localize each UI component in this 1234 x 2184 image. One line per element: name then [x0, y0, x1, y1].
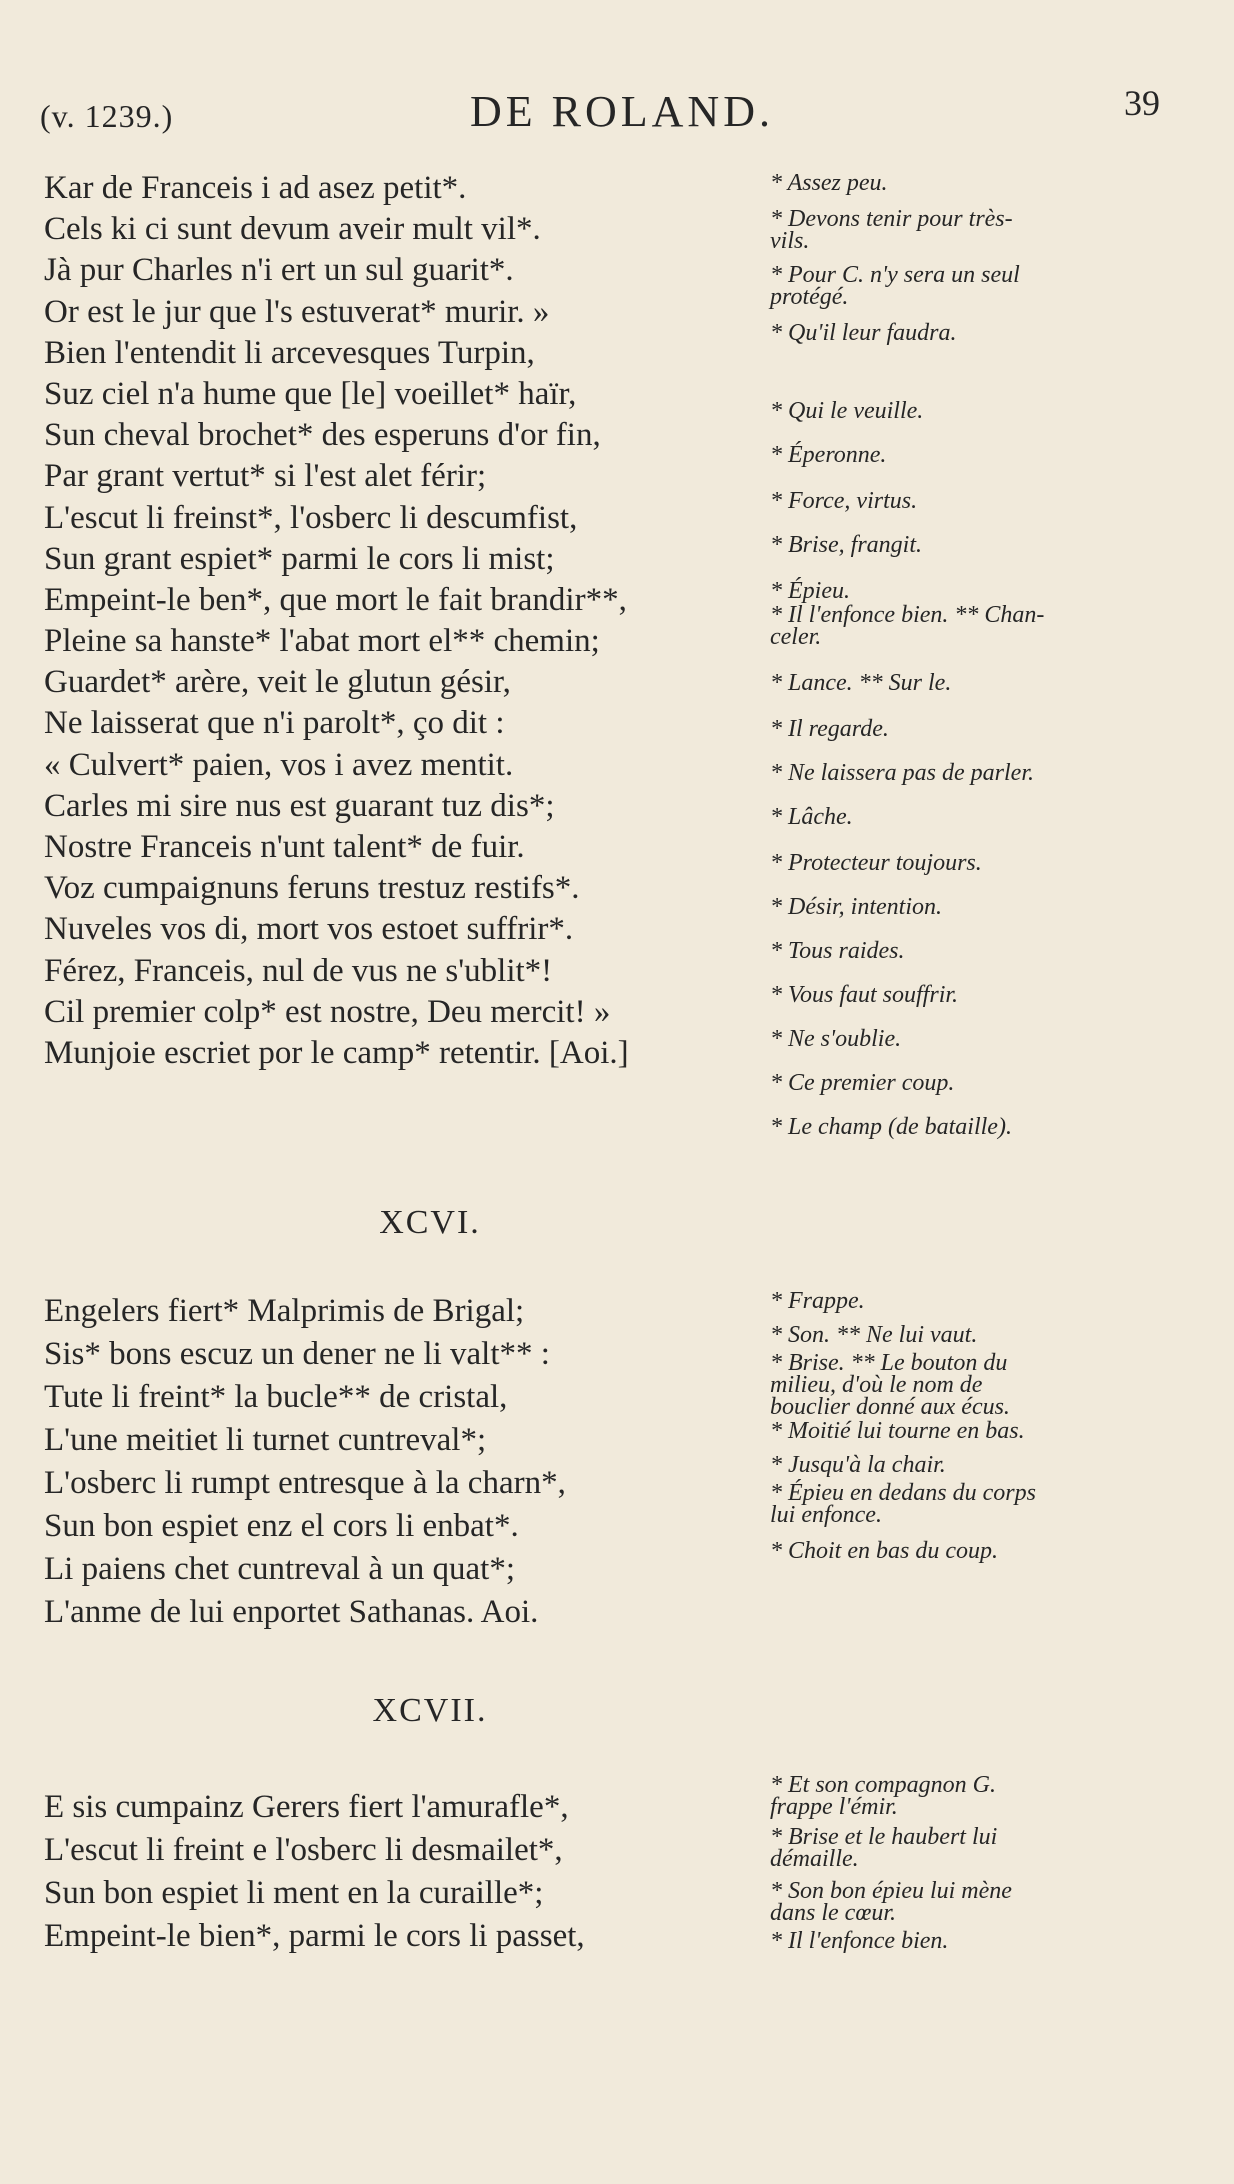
verse-line: Cels ki ci sunt devum aveir mult vil*. [44, 211, 541, 248]
verse-line: Voz cumpaignuns feruns trestuz restifs*. [44, 870, 580, 907]
gloss-note: * Il l'enfonce bien. ** Chan- celer. [770, 602, 1045, 650]
verse-line: E sis cumpainz Gerers fiert l'amurafle*, [44, 1789, 569, 1825]
verse-line: Tute li freint* la bucle** de cristal, [44, 1379, 508, 1415]
gloss-note: * Lâche. [770, 804, 853, 830]
verse-line: Férez, Franceis, nul de vus ne s'ublit*! [44, 952, 553, 989]
running-header [40, 82, 1160, 142]
gloss-note: * Assez peu. [770, 170, 888, 196]
verse-line: Sun bon espiet li ment en la curaille*; [44, 1875, 544, 1911]
page-number: 39 [1124, 83, 1160, 123]
gloss-note: * Lance. ** Sur le. [770, 670, 952, 696]
verse-column [44, 1290, 744, 1634]
verse-line: Ne laisserat que n'i parolt*, ço dit : [44, 705, 505, 742]
gloss-note: * Brise et le haubert lui démaille. [770, 1824, 998, 1872]
verse-line: L'escut li freinst*, l'osberc li descumfist, [44, 499, 578, 536]
verse-line: Suz ciel n'a hume que [le] voeillet* haïr, [44, 375, 577, 412]
gloss-note: * Brise, frangit. [770, 532, 923, 558]
verse-line: Sun cheval brochet* des esperuns d'or fin, [44, 417, 601, 454]
verse-line: Pleine sa hanste* l'abat mort el** chemin; [44, 623, 600, 660]
gloss-note: * Éperonne. [770, 442, 887, 468]
verse-line: Cil premier colp* est nostre, Deu mercit! » [44, 993, 611, 1030]
verse-line: Sun bon espiet enz el cors li enbat*. [44, 1508, 519, 1544]
laisse-number: XCVII. [372, 1692, 488, 1729]
verse-line: Munjoie escriet por le camp* retentir. [Aoi.] [44, 1034, 629, 1071]
verse-line: Sun grant espiet* parmi le cors li mist; [44, 540, 555, 577]
gloss-note: * Moitié lui tourne en bas. [770, 1418, 1025, 1444]
gloss-note: * Devons tenir pour très- vils. [770, 206, 1013, 254]
gloss-note: * Son. ** Ne lui vaut. [770, 1322, 978, 1348]
verse-line: L'osberc li rumpt entresque à la charn*, [44, 1465, 566, 1501]
laisse-number: XCVI. [379, 1204, 481, 1241]
verse-line: Li paiens chet cuntreval à un quat*; [44, 1551, 515, 1587]
gloss-note: * Force, virtus. [770, 488, 918, 514]
verse-line: Or est le jur que l's estuverat* murir. » [44, 293, 550, 330]
verse-line: Sis* bons escuz un dener ne li valt** : [44, 1336, 550, 1372]
gloss-note: * Jusqu'à la chair. [770, 1452, 946, 1478]
gloss-note: * Il regarde. [770, 716, 889, 742]
verse-line: Kar de Franceis i ad asez petit*. [44, 170, 467, 206]
verse-line: Bien l'entendit li arcevesques Turpin, [44, 334, 535, 371]
gloss-note: * Vous faut souffrir. [770, 982, 959, 1008]
gloss-note: * Ce premier coup. [770, 1070, 955, 1096]
gloss-note: * Il l'enfonce bien. [770, 1928, 949, 1954]
gloss-note: * Et son compagnon G. frappe l'émir. [770, 1772, 996, 1820]
verse-line: L'une meitiet li turnet cuntreval*; [44, 1422, 487, 1458]
verse-line: « Culvert* paien, vos i avez mentit. [44, 746, 514, 783]
verse-column [44, 168, 744, 1074]
verse-line: Jà pur Charles n'i ert un sul guarit*. [44, 252, 514, 289]
verse-line: Nostre Franceis n'unt talent* de fuir. [44, 829, 525, 865]
verse-line: L'anme de lui enportet Sathanas. Aoi. [44, 1594, 539, 1630]
gloss-note: * Qu'il leur faudra. [770, 320, 957, 346]
verse-line: Empeint-le bien*, parmi le cors li passet, [44, 1918, 585, 1954]
gloss-note: * Protecteur toujours. [770, 850, 982, 876]
verse-line: Nuveles vos di, mort vos estoet suffrir*. [44, 911, 574, 948]
verse-line: Guardet* arère, veit le glutun gésir, [44, 664, 511, 701]
gloss-note: * Ne s'oublie. [770, 1026, 902, 1052]
verse-column [44, 1786, 744, 1958]
running-title: DE ROLAND. [470, 87, 774, 136]
verse-line: Empeint-le ben*, que mort le fait brandir**, [44, 581, 627, 618]
gloss-note: * Épieu. [770, 578, 850, 604]
verse-reference: (v. 1239.) [40, 98, 174, 134]
gloss-note: * Choit en bas du coup. [770, 1538, 998, 1564]
gloss-note: * Le champ (de bataille). [770, 1114, 1012, 1140]
gloss-note: * Pour C. n'y sera un seul protégé. [770, 262, 1020, 310]
gloss-note: * Désir, intention. [770, 894, 942, 920]
verse-line: Engelers fiert* Malprimis de Brigal; [44, 1293, 525, 1329]
gloss-note: * Tous raides. [770, 938, 905, 964]
verse-line: Carles mi sire nus est guarant tuz dis*; [44, 787, 555, 824]
verse-line: Par grant vertut* si l'est alet férir; [44, 458, 487, 495]
gloss-note: * Brise. ** Le bouton du milieu, d'où le nom de bouclier donné aux écus. [770, 1350, 1010, 1420]
gloss-note: * Frappe. [770, 1288, 865, 1314]
gloss-note: * Son bon épieu lui mène dans le cœur. [770, 1878, 1012, 1926]
gloss-note: * Épieu en dedans du corps lui enfonce. [770, 1480, 1036, 1528]
gloss-note: * Qui le veuille. [770, 398, 924, 424]
verse-line: L'escut li freint e l'osberc li desmailet*, [44, 1832, 563, 1868]
gloss-note: * Ne laissera pas de parler. [770, 760, 1034, 786]
